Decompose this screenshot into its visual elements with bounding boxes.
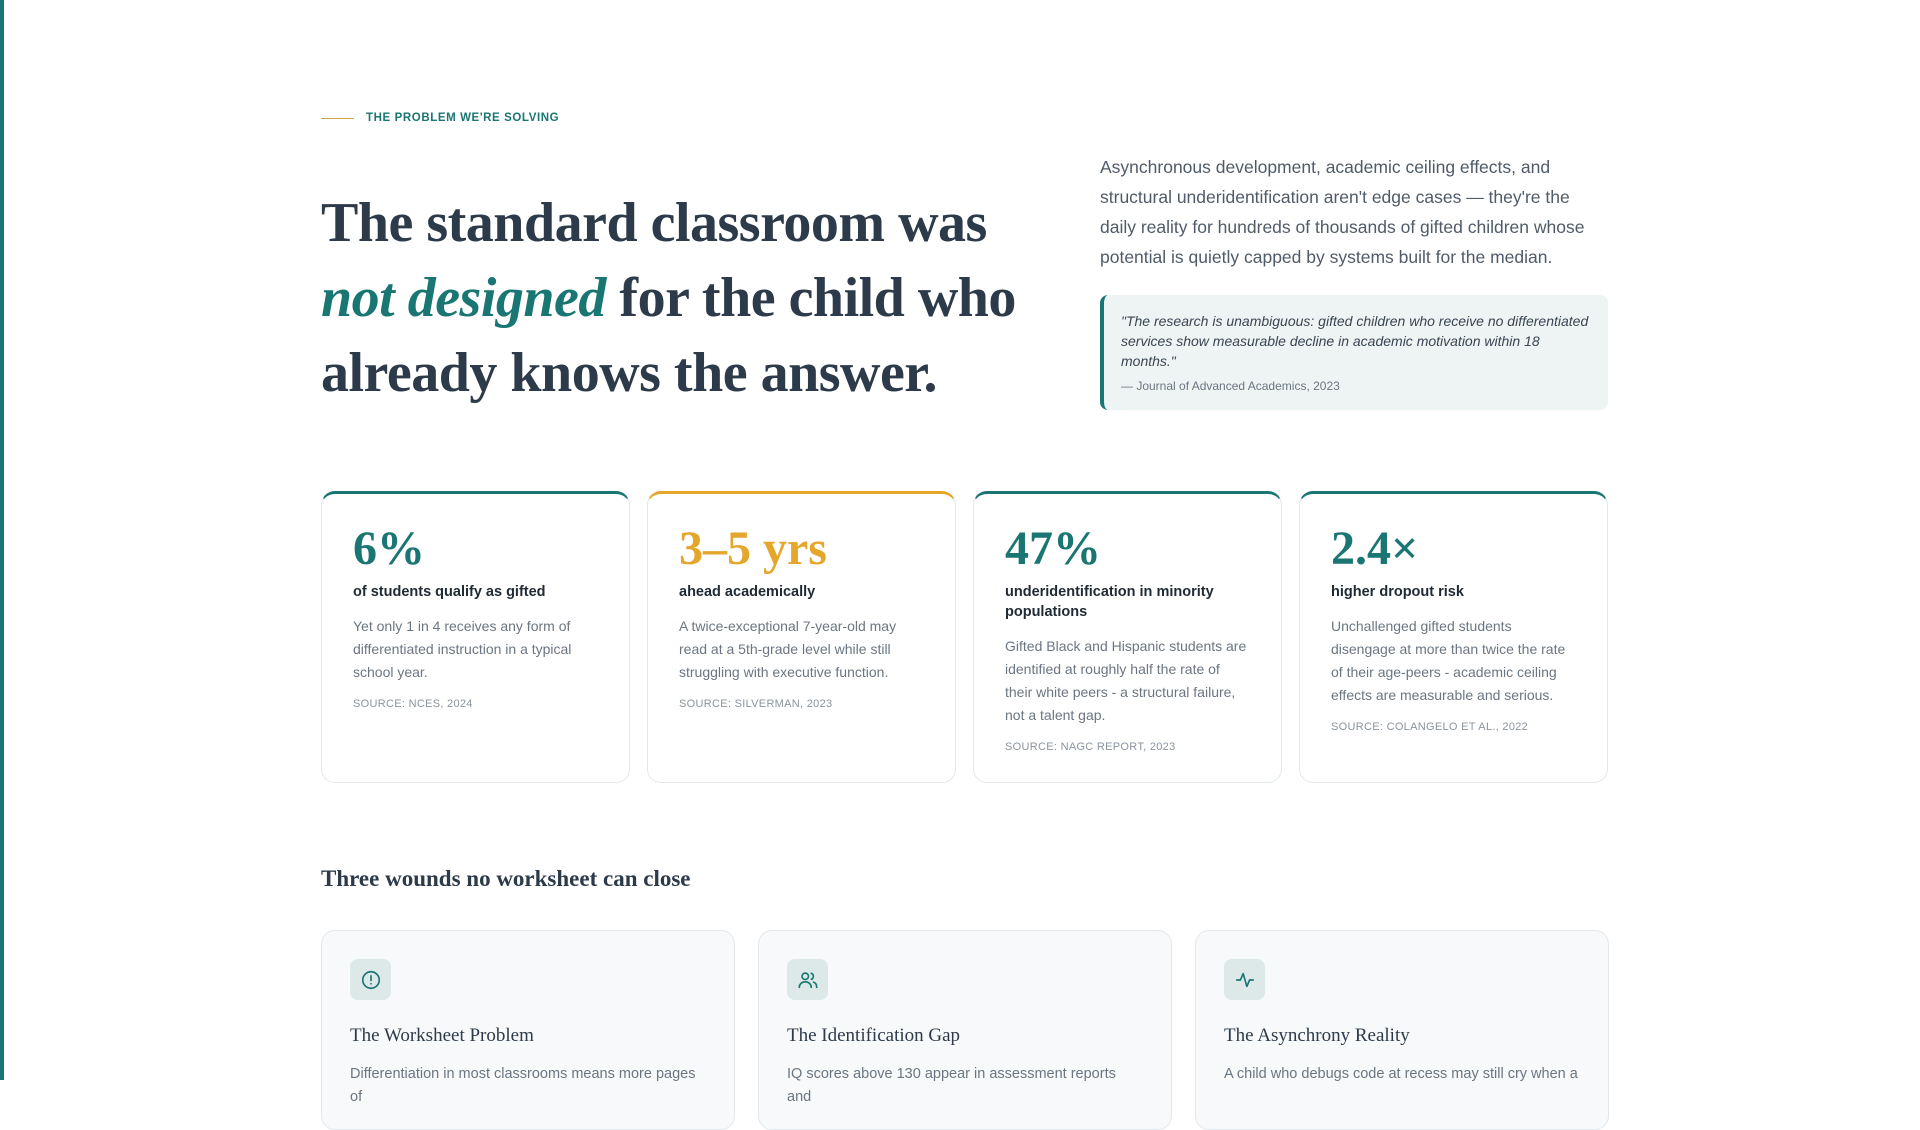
wound-card-worksheet [321,930,735,1130]
stat-description: Yet only 1 in 4 receives any form of differentiated instruction in a typical school year. [353,618,572,680]
section-eyebrow [321,112,559,124]
wound-title: The Asynchrony Reality [1224,1025,1410,1046]
wound-description: A child who debugs code at recess may still cry when a [1224,1066,1578,1082]
left-accent-rail [0,0,4,1080]
stat-label: of students qualify as gifted [353,584,546,600]
eyebrow-text: THE PROBLEM WE'RE SOLVING [366,112,560,124]
quote-text: "The research is unambiguous: gifted children who receive no differentiated services show measurable decline in academic motivation within 18 months." [1121,313,1589,369]
stat-card-gifted-rate [321,491,630,783]
stat-label: higher dropout risk [1331,584,1464,600]
wounds-section-title: Three wounds no worksheet can close [321,866,691,891]
wound-cards [321,930,1609,1130]
stat-value: 6% [353,522,425,575]
page-headline [321,186,1061,411]
stat-source: SOURCE: COLANGELO ET AL., 2022 [1331,721,1529,733]
wound-card-identification [758,930,1172,1130]
stat-source: SOURCE: NAGC REPORT, 2023 [1005,741,1176,753]
stat-value: 2.4× [1331,522,1419,575]
headline-emphasis: not designed [321,267,606,329]
wound-description: IQ scores above 130 appear in assessment reports and [787,1066,1116,1105]
wound-title: The Identification Gap [787,1025,961,1046]
stat-description: A twice-exceptional 7-year-old may read at a 5th-grade level while still struggling with executive function. [679,618,897,680]
research-quote [1100,295,1608,410]
stat-value: 47% [1005,522,1101,575]
quote-citation: — Journal of Advanced Academics, 2023 [1121,379,1340,393]
stat-card-underidentification [973,491,1282,783]
stat-description: Gifted Black and Hispanic students are identified at roughly half the rate of their white peers - a structural failure, not a talent gap. [1005,638,1247,723]
wound-title: The Worksheet Problem [350,1025,534,1046]
stat-card-years-ahead [647,491,956,783]
wound-description: Differentiation in most classrooms means more pages of [350,1066,696,1105]
stat-label: underidentification in minority populations [1005,584,1214,620]
stat-description: Unchallenged gifted students disengage at more than twice the rate of their age-peers - academic ceiling effects are measurable and serious. [1331,618,1566,703]
headline-part1: The standard classroom was [321,192,987,254]
stat-label: ahead academically [679,584,816,600]
stat-value: 3–5 yrs [679,522,827,575]
eyebrow-divider [321,118,354,119]
stat-source: SOURCE: SILVERMAN, 2023 [679,698,833,710]
users-icon [787,959,828,1000]
activity-icon [1224,959,1265,1000]
headline-part2: for the child who already knows the answer. [321,267,1016,404]
stat-source: SOURCE: NCES, 2024 [353,698,473,710]
wound-card-asynchrony [1195,930,1609,1130]
stat-cards [321,491,1608,783]
alert-circle-icon [350,959,391,1000]
intro-paragraph: Asynchronous development, academic ceiling effects, and structural underidentification aren't edge cases — they're the daily reality for hundreds of thousands of gifted children whose potential is quietly capped by systems built for the median. [1100,157,1585,267]
stat-card-dropout-risk [1299,491,1608,783]
